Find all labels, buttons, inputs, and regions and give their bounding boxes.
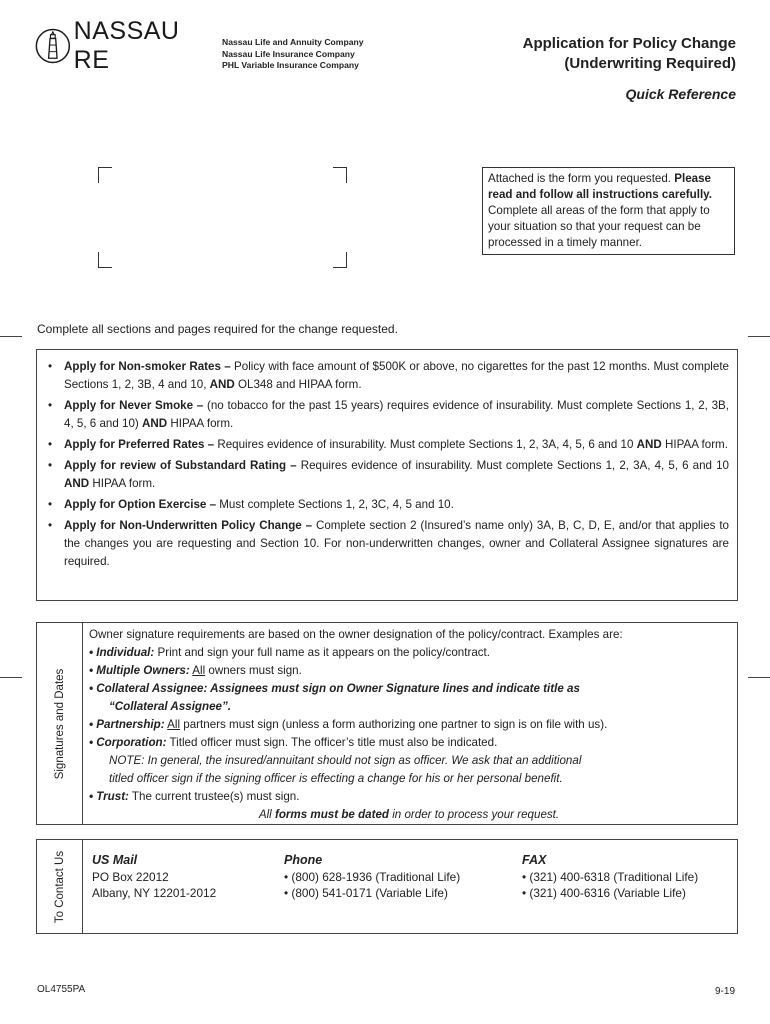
section-tab bbox=[37, 840, 83, 933]
contact-section bbox=[36, 839, 738, 934]
crop-mark bbox=[333, 167, 347, 183]
fold-mark bbox=[0, 336, 22, 337]
owner-type-corporation: • Corporation: Titled officer must sign. The officer’s title must also be indicated. bbox=[89, 736, 498, 749]
signature-intro: Owner signature requirements are based on the owner designation of the policy/contract. Examples are: bbox=[89, 628, 623, 641]
nassau-re-logo bbox=[34, 17, 214, 74]
form-number: OL4755PA bbox=[37, 984, 86, 995]
list-item: • Apply for review of Substandard Rating – Requires evidence of insurability. Must complete Sections 1, 2, 3A, 4, 5, 6 and 10 AND HIPAA form. bbox=[47, 457, 729, 493]
owner-type-individual: • Individual: Print and sign your full name as it appears on the policy/contract. bbox=[89, 646, 491, 659]
company-name: PHL Variable Insurance Company bbox=[222, 60, 359, 70]
notice-text: Complete all areas of the form that apply to your situation so that your request can be processed in a timely manner. bbox=[488, 204, 710, 249]
corporation-note: NOTE: In general, the insured/annuitant should not sign as officer. We ask that an additional bbox=[109, 754, 582, 767]
fax-number: • (321) 400-6316 (Variable Life) bbox=[522, 886, 686, 900]
contact-heading: US Mail bbox=[92, 853, 138, 867]
list-item: • Apply for Non-smoker Rates – Policy with face amount of $500K or above, no cigarettes for the past 12 months. Must complete Sections 1, 2, 3B, 4 and 10, AND OL348 and HIPAA form. bbox=[47, 358, 729, 394]
section-tab bbox=[37, 623, 83, 824]
fold-mark bbox=[748, 336, 770, 337]
crop-mark bbox=[98, 252, 112, 268]
list-item: • Apply for Option Exercise – Must complete Sections 1, 2, 3C, 4, 5 and 10. bbox=[47, 496, 729, 514]
contact-mail bbox=[92, 852, 216, 901]
owner-type-collateral-title: “Collateral Assignee”. bbox=[109, 700, 231, 713]
mail-address-line: Albany, NY 12201-2012 bbox=[92, 886, 217, 900]
fax-number: • (321) 400-6318 (Traditional Life) bbox=[522, 870, 699, 884]
logo-wordmark: NASSAU RE bbox=[73, 17, 180, 74]
form-subtitle: Quick Reference bbox=[625, 86, 736, 102]
notice-emphasis: Please read and follow all instructions carefully. bbox=[488, 172, 712, 201]
contact-fax bbox=[522, 852, 698, 901]
corporation-note: titled officer sign if the signing officer is effecting a change for his or her personal benefit. bbox=[109, 772, 563, 785]
crop-mark bbox=[333, 252, 347, 268]
phone-number: • (800) 628-1936 (Traditional Life) bbox=[284, 870, 461, 884]
list-item: • Apply for Preferred Rates – Requires evidence of insurability. Must complete Sections 1, 2, 3A, 4, 5, 6 and 10 AND HIPAA form. bbox=[47, 436, 729, 454]
owner-type-partnership: • Partnership: All partners must sign (unless a form authorizing one partner to sign is on file with us). bbox=[89, 718, 608, 731]
dating-requirement: All forms must be dated in order to process your request. bbox=[258, 808, 560, 821]
fold-mark bbox=[0, 677, 22, 678]
section-tab-label: To Contact Us bbox=[53, 850, 66, 923]
change-types-list bbox=[47, 358, 729, 571]
signatures-section bbox=[36, 622, 738, 825]
mail-address-line: PO Box 22012 bbox=[92, 870, 169, 884]
owner-type-collateral: • Collateral Assignee: Assignees must sign on Owner Signature lines and indicate title as bbox=[89, 682, 580, 695]
contact-heading: FAX bbox=[522, 853, 547, 867]
crop-mark bbox=[98, 167, 112, 183]
form-title-block bbox=[523, 34, 736, 104]
section-tab-label: Signatures and Dates bbox=[53, 668, 66, 779]
signature-requirements bbox=[89, 626, 729, 824]
contact-heading: Phone bbox=[284, 853, 323, 867]
form-title-qualifier: (Underwriting Required) bbox=[564, 55, 736, 72]
list-item: • Apply for Never Smoke – (no tobacco for the past 15 years) requires evidence of insurability. Must complete Sections 1, 2, 3B, 4, 5, 6 and 10) AND HIPAA form. bbox=[47, 397, 729, 433]
list-item: • Apply for Non-Underwritten Policy Change – Complete section 2 (Insured’s name only) 3A, B, C, D, E, and/or that applies to the changes you are requesting and Section 10. For non-underwritten changes, owner and Collateral Assignee signatures are required. bbox=[47, 517, 729, 571]
owner-type-multiple: • Multiple Owners: All owners must sign. bbox=[89, 664, 302, 677]
form-title: Application for Policy Change bbox=[522, 35, 736, 52]
company-list bbox=[222, 37, 364, 72]
fold-mark bbox=[748, 677, 770, 678]
contact-phone bbox=[284, 852, 460, 901]
form-revision-date: 9-19 bbox=[714, 986, 735, 997]
owner-type-trust: • Trust: The current trustee(s) must sign. bbox=[89, 790, 300, 803]
instructions-notice bbox=[482, 167, 735, 255]
notice-text: Attached is the form you requested. bbox=[488, 172, 675, 185]
change-types-box bbox=[36, 349, 738, 601]
company-name: Nassau Life and Annuity Company bbox=[222, 37, 364, 47]
lighthouse-icon bbox=[34, 26, 72, 66]
phone-number: • (800) 541-0171 (Variable Life) bbox=[284, 886, 448, 900]
company-name: Nassau Life Insurance Company bbox=[222, 48, 355, 59]
intro-instruction: Complete all sections and pages required for the change requested. bbox=[37, 322, 398, 336]
